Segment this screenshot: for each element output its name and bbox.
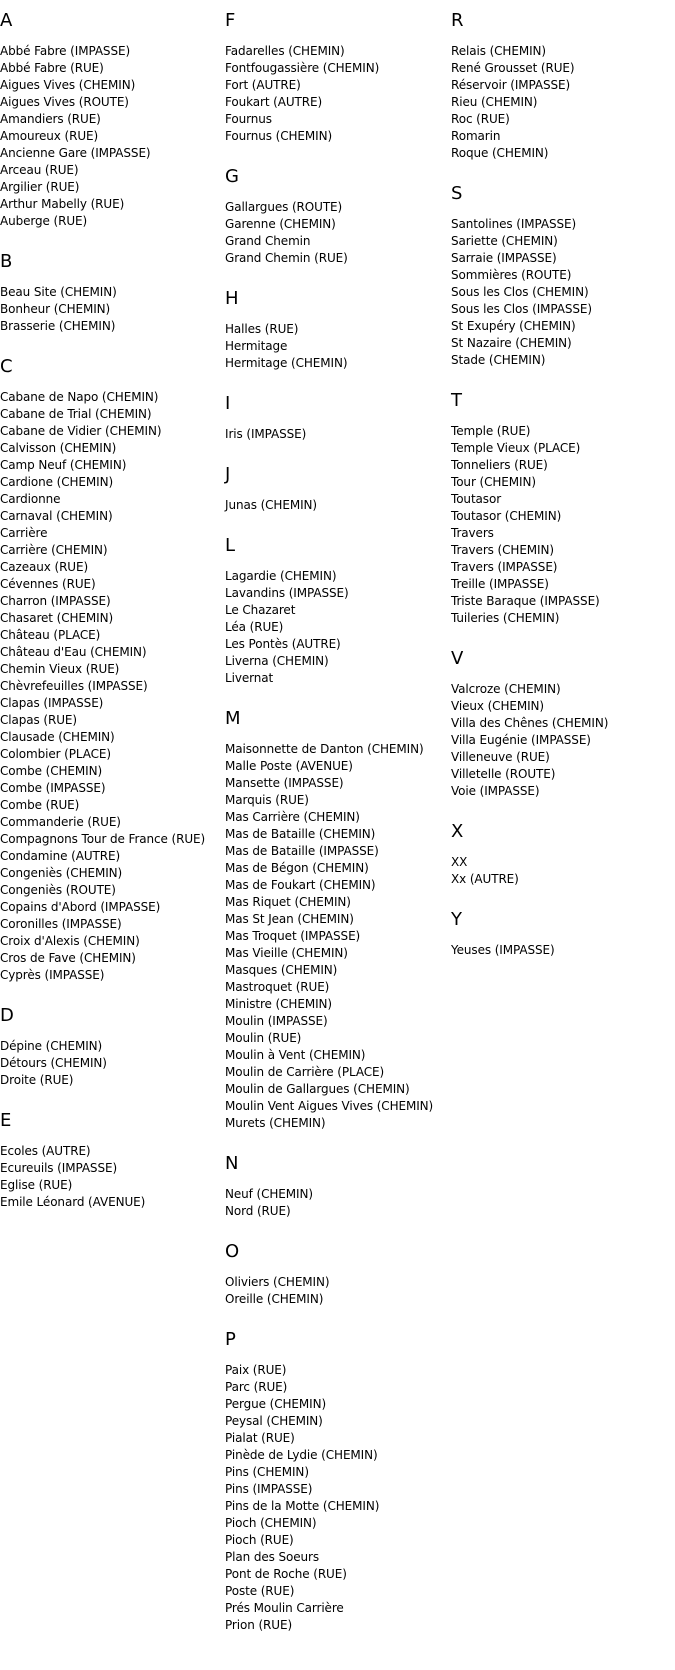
street-item: Sous les Clos (IMPASSE) [451,302,592,316]
street-item: Clausade (CHEMIN) [0,730,115,744]
street-item: Romarin [451,129,501,143]
street-item: René Grousset (RUE) [451,61,575,75]
street-item: Marquis (RUE) [225,793,309,807]
column-3 [451,10,675,980]
street-item: Calvisson (CHEMIN) [0,441,117,455]
street-item: Cyprès (IMPASSE) [0,968,105,982]
street-item: Hermitage [225,339,288,353]
street-item: Travers (CHEMIN) [451,543,554,557]
street-item: Arceau (RUE) [0,163,79,177]
street-item: Fontfougassière (CHEMIN) [225,61,380,75]
section-letter-heading: Y [451,909,462,930]
street-item: Villeneuve (RUE) [451,750,550,764]
section-letter-heading: S [451,183,463,204]
street-item: Moulin Vent Aigues Vives (CHEMIN) [225,1099,434,1113]
street-item: Santolines (IMPASSE) [451,217,577,231]
street-list [225,1362,450,1634]
section-letter-heading: L [225,535,236,556]
street-item: Brasserie (CHEMIN) [0,319,116,333]
street-item: Tuileries (CHEMIN) [451,611,560,625]
letter-section [225,1153,450,1220]
street-item: Paix (RUE) [225,1363,287,1377]
street-item: Grand Chemin (RUE) [225,251,348,265]
street-item: Cardione (CHEMIN) [0,475,114,489]
street-item: Château d'Eau (CHEMIN) [0,645,147,659]
street-list [225,321,450,372]
street-item: Aigues Vives (CHEMIN) [0,78,136,92]
street-item: Compagnons Tour de France (RUE) [0,832,206,846]
section-letter-heading: V [451,648,464,669]
street-item: Halles (RUE) [225,322,299,336]
street-item: Grand Chemin [225,234,311,248]
street-list [225,497,450,514]
letter-section [225,393,450,443]
street-item: Gallargues (ROUTE) [225,200,343,214]
street-item: Camp Neuf (CHEMIN) [0,458,127,472]
street-list [225,199,450,267]
street-item: Auberge (RUE) [0,214,88,228]
street-item: Sous les Clos (CHEMIN) [451,285,589,299]
street-item: Amoureux (RUE) [0,129,99,143]
street-item: St Exupéry (CHEMIN) [451,319,576,333]
street-list [0,43,220,230]
street-item: Pins (CHEMIN) [225,1465,309,1479]
letter-section [225,708,450,1132]
street-item: Emile Léonard (AVENUE) [0,1195,146,1209]
street-item: Malle Poste (AVENUE) [225,759,353,773]
letter-section [225,288,450,372]
section-letter-heading: D [0,1005,14,1026]
section-letter-heading: A [0,10,13,31]
street-item: Rieu (CHEMIN) [451,95,538,109]
letter-section [0,1005,220,1089]
section-letter-heading: T [451,390,462,411]
street-item: Pergue (CHEMIN) [225,1397,327,1411]
street-item: Masques (CHEMIN) [225,963,338,977]
street-list [451,43,675,162]
street-item: Pialat (RUE) [225,1431,295,1445]
street-item: Fournus [225,112,272,126]
street-item: Travers [451,526,494,540]
street-item: Toutasor [451,492,502,506]
street-item: Mas Vieille (CHEMIN) [225,946,348,960]
street-item: Réservoir (IMPASSE) [451,78,571,92]
street-item: Murets (CHEMIN) [225,1116,326,1130]
section-letter-heading: C [0,356,13,377]
letter-section [225,535,450,687]
street-item: Villetelle (ROUTE) [451,767,556,781]
street-item: Sariette (CHEMIN) [451,234,558,248]
letter-section [225,166,450,267]
letter-section [225,464,450,514]
street-item: Carrière [0,526,48,540]
street-item: Bonheur (CHEMIN) [0,302,111,316]
street-item: Relais (CHEMIN) [451,44,546,58]
street-item: Oliviers (CHEMIN) [225,1275,330,1289]
street-list [451,854,675,888]
letter-section [225,1241,450,1308]
section-letter-heading: H [225,288,239,309]
street-item: Iris (IMPASSE) [225,427,307,441]
street-item: Château (PLACE) [0,628,101,642]
street-item: Moulin à Vent (CHEMIN) [225,1048,366,1062]
street-item: Mas de Bégon (CHEMIN) [225,861,369,875]
street-item: Ecoles (AUTRE) [0,1144,91,1158]
letter-section [0,356,220,984]
letter-section [451,648,675,800]
column-2 [225,10,450,1655]
section-letter-heading: P [225,1329,236,1350]
section-letter-heading: B [0,251,13,272]
street-item: Roque (CHEMIN) [451,146,549,160]
section-letter-heading: M [225,708,241,729]
street-item: Garenne (CHEMIN) [225,217,336,231]
letter-section [0,251,220,335]
street-item: Fort (AUTRE) [225,78,301,92]
street-list [225,1274,450,1308]
street-item: St Nazaire (CHEMIN) [451,336,572,350]
street-list [225,741,450,1132]
street-item: Temple Vieux (PLACE) [451,441,581,455]
street-list [0,1143,220,1211]
letter-section [0,10,220,230]
letter-section [225,1329,450,1634]
street-item: Chemin Vieux (RUE) [0,662,120,676]
street-list [0,389,220,984]
street-item: Parc (RUE) [225,1380,288,1394]
letter-section [451,10,675,162]
letter-section [451,183,675,369]
street-item: Poste (RUE) [225,1584,295,1598]
street-item: Cabane de Trial (CHEMIN) [0,407,152,421]
section-letter-heading: G [225,166,239,187]
street-list [225,43,450,145]
street-item: Villa Eugénie (IMPASSE) [451,733,591,747]
street-item: Voie (IMPASSE) [451,784,540,798]
street-list [451,681,675,800]
street-list [225,426,450,443]
street-item: Junas (CHEMIN) [225,498,317,512]
street-item: Cros de Fave (CHEMIN) [0,951,136,965]
street-item: Oreille (CHEMIN) [225,1292,324,1306]
street-item: Lavandins (IMPASSE) [225,586,349,600]
street-item: Cardionne [0,492,61,506]
section-letter-heading: J [225,464,231,485]
street-item: Cabane de Vidier (CHEMIN) [0,424,162,438]
street-item: Yeuses (IMPASSE) [451,943,555,957]
letter-section [451,909,675,959]
street-item: Fournus (CHEMIN) [225,129,333,143]
street-item: Abbé Fabre (RUE) [0,61,104,75]
street-item: Tonneliers (RUE) [451,458,548,472]
street-item: Maisonnette de Danton (CHEMIN) [225,742,424,756]
street-item: Argilier (RUE) [0,180,80,194]
street-item: Moulin (IMPASSE) [225,1014,328,1028]
street-item: Moulin (RUE) [225,1031,302,1045]
street-item: Clapas (IMPASSE) [0,696,104,710]
street-item: Moulin de Carrière (PLACE) [225,1065,385,1079]
street-item: Mas de Bataille (CHEMIN) [225,827,376,841]
street-list [0,284,220,335]
section-letter-heading: E [0,1110,12,1131]
street-item: Vieux (CHEMIN) [451,699,545,713]
street-item: Hermitage (CHEMIN) [225,356,348,370]
street-item: Carrière (CHEMIN) [0,543,108,557]
street-item: XX [451,855,468,869]
street-item: Cévennes (RUE) [0,577,96,591]
street-item: Temple (RUE) [451,424,531,438]
letter-section [451,821,675,888]
street-item: Condamine (AUTRE) [0,849,121,863]
street-item: Moulin de Gallargues (CHEMIN) [225,1082,410,1096]
section-letter-heading: I [225,393,231,414]
street-item: Combe (IMPASSE) [0,781,106,795]
street-item: Pioch (CHEMIN) [225,1516,317,1530]
street-item: Mas Troquet (IMPASSE) [225,929,361,943]
street-item: Ancienne Gare (IMPASSE) [0,146,151,160]
street-item: Chèvrefeuilles (IMPASSE) [0,679,148,693]
street-item: Charron (IMPASSE) [0,594,111,608]
street-item: Coronilles (IMPASSE) [0,917,122,931]
street-item: Colombier (PLACE) [0,747,111,761]
street-item: Villa des Chênes (CHEMIN) [451,716,609,730]
street-item: Triste Baraque (IMPASSE) [451,594,600,608]
column-1 [0,10,220,1232]
street-item: Travers (IMPASSE) [451,560,558,574]
street-item: Nord (RUE) [225,1204,291,1218]
street-item: Dépine (CHEMIN) [0,1039,103,1053]
letter-section [0,1110,220,1211]
letter-section [451,390,675,627]
street-item: Pins de la Motte (CHEMIN) [225,1499,380,1513]
street-item: Mas Riquet (CHEMIN) [225,895,351,909]
street-item: Léa (RUE) [225,620,284,634]
street-item: Carnaval (CHEMIN) [0,509,113,523]
street-item: Pioch (RUE) [225,1533,294,1547]
street-item: Pins (IMPASSE) [225,1482,313,1496]
street-item: Droite (RUE) [0,1073,74,1087]
street-item: Congeniès (ROUTE) [0,883,116,897]
street-item: Prés Moulin Carrière [225,1601,344,1615]
street-item: Clapas (RUE) [0,713,77,727]
street-list [225,568,450,687]
street-item: Mastroquet (RUE) [225,980,330,994]
street-item: Liverna (CHEMIN) [225,654,329,668]
section-letter-heading: N [225,1153,239,1174]
street-item: Amandiers (RUE) [0,112,101,126]
street-item: Abbé Fabre (IMPASSE) [0,44,131,58]
street-item: Livernat [225,671,274,685]
street-item: Ministre (CHEMIN) [225,997,332,1011]
street-item: Ecureuils (IMPASSE) [0,1161,118,1175]
street-item: Roc (RUE) [451,112,510,126]
street-item: Tour (CHEMIN) [451,475,536,489]
street-item: Détours (CHEMIN) [0,1056,107,1070]
street-item: Combe (CHEMIN) [0,764,103,778]
street-list [451,216,675,369]
street-item: Fadarelles (CHEMIN) [225,44,345,58]
street-item: Mas de Bataille (IMPASSE) [225,844,379,858]
street-item: Mansette (IMPASSE) [225,776,344,790]
street-item: Copains d'Abord (IMPASSE) [0,900,161,914]
street-item: Aigues Vives (ROUTE) [0,95,129,109]
street-item: Cazeaux (RUE) [0,560,89,574]
street-item: Foukart (AUTRE) [225,95,323,109]
street-item: Stade (CHEMIN) [451,353,546,367]
section-letter-heading: O [225,1241,240,1262]
street-item: Peysal (CHEMIN) [225,1414,323,1428]
street-item: Mas Carrière (CHEMIN) [225,810,360,824]
street-item: Pont de Roche (RUE) [225,1567,347,1581]
street-item: Sommières (ROUTE) [451,268,572,282]
street-item: Pinède de Lydie (CHEMIN) [225,1448,378,1462]
street-item: Toutasor (CHEMIN) [451,509,562,523]
street-item: Plan des Soeurs [225,1550,320,1564]
street-item: Chasaret (CHEMIN) [0,611,114,625]
street-item: Mas St Jean (CHEMIN) [225,912,354,926]
street-item: Neuf (CHEMIN) [225,1187,313,1201]
street-item: Mas de Foukart (CHEMIN) [225,878,376,892]
street-item: Cabane de Napo (CHEMIN) [0,390,159,404]
street-item: Le Chazaret [225,603,296,617]
street-item: Eglise (RUE) [0,1178,73,1192]
street-item: Croix d'Alexis (CHEMIN) [0,934,140,948]
street-item: Prion (RUE) [225,1618,293,1632]
section-letter-heading: R [451,10,464,31]
street-item: Sarraie (IMPASSE) [451,251,557,265]
street-item: Beau Site (CHEMIN) [0,285,117,299]
street-list [225,1186,450,1220]
street-item: Lagardie (CHEMIN) [225,569,337,583]
street-item: Commanderie (RUE) [0,815,121,829]
street-item: Les Pontès (AUTRE) [225,637,341,651]
section-letter-heading: F [225,10,236,31]
street-item: Combe (RUE) [0,798,80,812]
street-item: Arthur Mabelly (RUE) [0,197,125,211]
street-item: Congeniès (CHEMIN) [0,866,123,880]
letter-section [225,10,450,145]
street-list [451,423,675,627]
street-item: Valcroze (CHEMIN) [451,682,561,696]
street-item: Treille (IMPASSE) [451,577,549,591]
street-list [0,1038,220,1089]
street-list [451,942,675,959]
section-letter-heading: X [451,821,464,842]
street-item: Xx (AUTRE) [451,872,519,886]
